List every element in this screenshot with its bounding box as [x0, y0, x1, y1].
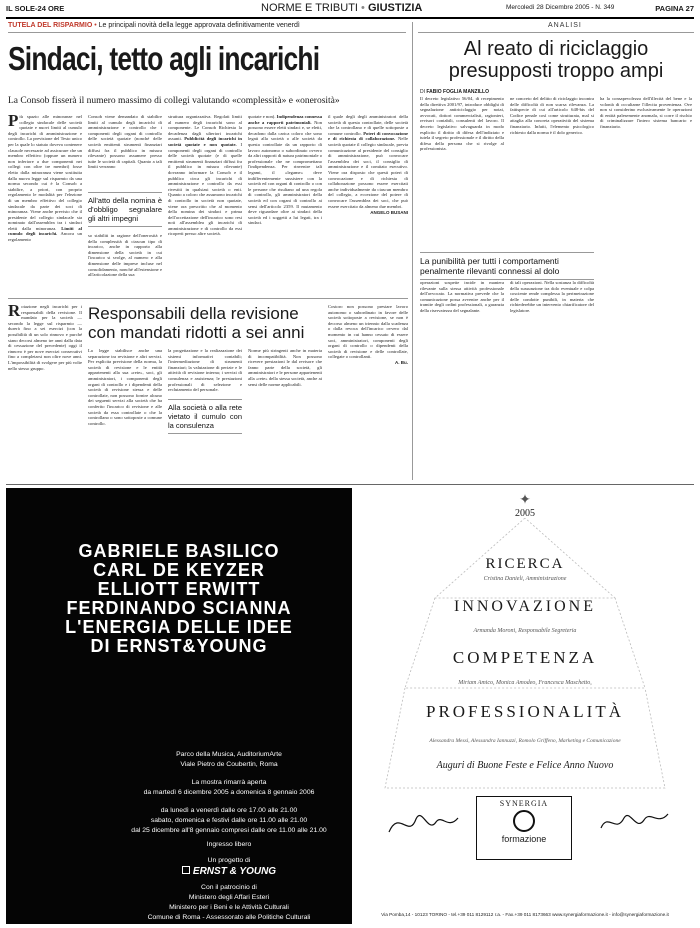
newspaper-name: IL SOLE-24 ORE: [6, 4, 65, 13]
project-label: Un progetto di: [207, 857, 251, 864]
patron-2: Ministero per i Beni e le Attività Culturali: [169, 904, 289, 911]
article1-kicker: TUTELA DEL RISPARMIO • Le principali novità della legge approvata definitivamente venerdì: [8, 22, 300, 29]
header-rule: [6, 17, 694, 19]
star-icon: ✦: [519, 493, 531, 508]
article2-col2: La legge stabilisce anche una separazione tra revisione e altri servizi. Per esplicita previsione della norma, la società di revisione e le entità appartenenti alla sua «rete», soci, gli amministratori, i componenti degli organi di controllo e i dipendenti della società di revisione stessa e delle controllate, non possono fornire alcuno dei seguenti servizi alla società che ha conferito l'incarico di revisione e alle società da essa controllate o che la controllano o sono sottoposte a comune controllo.: [88, 348, 162, 426]
name-de-keyzer: CARL DE KEYZER: [93, 560, 265, 580]
exhibition-title-2: DI ERNST&YOUNG: [90, 636, 268, 656]
subsection-name: GIUSTIZIA: [367, 2, 423, 14]
analysis-col4: operazioni sospette incide in maniera rilevante sulla stessa attività professionale dell'avvocato. La normativa prevede che la comunicazione possa avvenire anche per il tramite degli ordini professionali, a garanzia della riservatezza del segnalante.: [420, 280, 504, 313]
analysis-col3: ha la consapevolezza dell'illecità del bene e la volontà di occultarne l'illecita provenienza. Ove non si considerino esclusivamente le operazioni di entità palesemente anomala, si corre il rischio di criminalizzare l'intero sistema bancario e finanziario.: [600, 96, 692, 129]
article2-col5: Costoro non possono prestare lavoro autonomo o subordinato in favore delle società sottoposte a revisione, se non è decorso almeno un triennio dalla scadenza o dalla revoca dell'incarico ovvero dal momento in cui hanno cessato di essere soci, amministratori, componenti degli organi di controllo o dipendenti della società di revisione e delle controllate, collegate o controllanti. A. Bu.: [328, 304, 408, 365]
article1-byline: ANGELO BUSANI: [370, 210, 408, 216]
dates-line-1: La mostra rimarrà aperta: [191, 779, 267, 786]
analysis-byline: DI FABIO FOGLIA MANZILLO: [420, 89, 489, 95]
photographer-names: [6, 542, 352, 656]
venue-line-2: Viale Pietro de Coubertin, Roma: [180, 761, 278, 768]
name-basilico: GABRIELE BASILICO: [78, 541, 280, 561]
hours-line-2: sabato, domenica e festivi dalle ore 11.00 alle 21.00: [150, 817, 308, 824]
kicker-label: TUTELA DEL RISPARMIO: [8, 22, 93, 29]
article2-byline: A. Bu.: [395, 359, 408, 365]
article2-rule: [8, 298, 408, 299]
name-scianna: FERDINANDO SCIANNA: [66, 598, 292, 618]
patron-3: Comune di Roma - Assessorato alle Politiche Culturali: [147, 914, 311, 921]
logo-bottom-text: formazione: [501, 834, 547, 844]
analysis-col2: ne concreto del delitto di riciclaggio incontra delle difficoltà di non scarsa rilevanza. La fattispecie di cui all'articolo 648-bis del Codice penale così come strutturata, mal si attaglia alla concreta operatività del sistema finanziario. Infatti, l'elemento psicologico richiesto dalla norma è il dolo generico.: [510, 96, 594, 135]
names-line-3: Miriam Amico, Monica Amodeo, Francesca Maschetto,: [458, 680, 592, 686]
word-professionalita: PROFESSIONALITÀ: [425, 702, 625, 721]
synergia-logo: [476, 796, 572, 860]
logo-emblem-icon: [513, 810, 535, 832]
names-line-4: Alessandra Messi, Alessandra Iannuzzi, Romolo Griffeno, Marketing e Comunicazione: [429, 738, 621, 744]
venue-line-1: Parco della Musica, AuditoriumArte: [176, 751, 282, 758]
logo-top-text: SYNERGIA: [499, 799, 549, 808]
patronage-label: Con il patrocinio di: [201, 884, 257, 891]
article2-col3: la progettazione e la realizzazione dei sistemi informativi contabili; l'intermediazione di strumenti finanziari; la valutazione di perizie e le attività di revisione interna; i servizi di consulenza e assistenza; le prestazioni professionali di selezione e reclutamento del personale. Alla società o alla rete vietato il cumulo con la consulenza: [168, 348, 242, 478]
ads-rule: [6, 484, 694, 485]
analysis-rule: [418, 32, 694, 33]
analysis-col1: Il decreto legislativo 56/04, di recepimento della direttiva 2001/97, introduce obblighi di segnalazione antiriciclaggio per notai, avvocati, dottori commercialisti, ragionieri, revisori contabili, consulenti del lavoro. Il decreto legislativo salvaguarda in modo esplicito il diritto di difesa dell'indiziato e tutela il segreto professionale e il diritto della difesa della persona che si rivolge al professionista.: [420, 96, 504, 152]
analysis-label: ANALISI: [548, 22, 582, 29]
entry-info: Ingresso libero: [206, 841, 252, 848]
section-name: NORME E TRIBUTI • GIUSTIZIA: [261, 2, 423, 14]
word-innovazione: INNOVAZIONE: [453, 598, 597, 615]
word-ricerca: RICERCA: [485, 556, 565, 572]
ad-year: 2005: [515, 508, 535, 519]
kicker-text: Le principali novità della legge approvata definitivamente venerdì: [98, 22, 300, 29]
exhibition-title-1: L'ENERGIA DELLE IDEE: [65, 617, 293, 637]
article1-col1: Più spazio alle minoranze nel collegio sindacale delle società quotate e nuovi limiti al cumulo degli incarichi di amministrazione e controllo. La previsione del Testo unico per la quale lo statuto doveva contenere clausole necessarie ad assicurare che un membro effettivo (oppure un numero non inferiore a due componenti nei collegi con oltre tre membri) fosse eletto dalla minoranza viene sostituita dalla nuova legge sul risparmio da una norma secondo cui è la Consob a stabilire, a priori, con proprio regolamento le modalità per l'elezione di un membro effettivo del collegio sindacale da parte dei soci di minoranza. Viene anche previsto che il presidente del collegio sindacale sia nominato dall'assemblea tra i sindaci eletti dalla minoranza. Limiti al cumulo degli incarichi. Ancora un regolamento: [8, 114, 82, 243]
article1-pullquote-1: All'atto della nomina è d'obbligo segnalare gli altri impegni: [88, 192, 162, 227]
name-erwitt: ELLIOTT ERWITT: [97, 579, 261, 599]
page-number: PAGINA 27: [655, 4, 694, 13]
analysis-col5: di tali operazioni. Nella sostanza la difficoltà della sussunzione tra dolo eventuale e colpa cosciente rende complessa la perimetrazione delle condotte punibili, in materia che richiederebbe un intervento chiarificatore del legislatore.: [510, 280, 594, 313]
page-header: [6, 4, 694, 16]
article1-col2: Consob viene demandato di stabilire limiti al cumulo degli incarichi di amministrazione e controllo che i componenti degli organi di controllo delle società quotate (nonché delle società emittenti strumenti finanziari diffusi fra il pubblico in misura rilevante) possono assumere presso tutte le società di capitali. Quanto a tali limiti verranno All'atto della nomina è d'obbligo segnalare gli altri impegni so stabiliti in ragione dell'onerosità e della complessità di ciascun tipo di incarico, anche in rapporto alla dimensione della società in cui l'incarico si svolge, al numero e alla dimensione delle imprese incluse nel consolidamento, nonché all'estensione e all'articolazione della sua: [88, 114, 162, 278]
ad-details: [106, 750, 352, 923]
word-competenza: COMPETENZA: [452, 648, 598, 667]
article1-col3: struttura organizzativa. Regolati limiti al numero degli incarichi sono al componente. Le Consob Richiesta la decadenza dagli ulteriori incarichi assunti. Pubblicità degli incarichi in società quotate e non quotate. I componenti degli organi di controllo delle società quotate (e di quelle emittenti strumenti finanziari diffusi fra il pubblico in misura rilevante) dovranno informare la Consob e il pubblico circa gli incarichi di amministrazione e controllo da essi rivestiti in qualsiasi società o enti. Quanto a coloro che assumono incarichi di controllo in società non quotate, viene ora prescritto che al momento della nomina dei sindaci e prima dell'accettazione dell'incarico sono resi noti all'assemblea gli incarichi di amministrazione e di controllo da essi ricoperti presso altre società.: [168, 114, 242, 237]
hours-line-3: dal 25 dicembre all'8 gennaio compresi dalle ore 11.00 alle 21.00: [131, 827, 327, 834]
vertical-divider: [412, 22, 413, 480]
patron-1: Ministero degli Affari Esteri: [188, 894, 270, 901]
signature-left: [384, 804, 464, 844]
article2-headline: Responsabili della revisione con mandati ridotti a sei anni: [88, 304, 305, 342]
synergia-ad: [356, 488, 694, 924]
article1-col4: quotate e non). Indipendenza connessa anche a rapporti patrimoniali. Non possono essere eletti sindaci e, se eletti, decadono dalla carica coloro che sono legati alla società o alle società da questa controllate da un rapporto di lavoro autonomo o subordinato ovvero da altri rapporti di natura patrimoniale o professionale che ne compromettano l'indipendenza. Per rinvenire tali legami, il «legame» deve indifferentemente sussistere con la società ed con organi di controllo o con le persone che risultano ad una regola di controllo, gli amministratori della società ed con organi di controllo ai sensi dell'articolo 2359. Il mutamento deve riguardare oltre ai sindaci della società ed i soggetti a lui legati, tra i sindaci.: [248, 114, 322, 226]
signature-right: [596, 804, 676, 844]
article1-col5: il quale degli degli amministratori della società di questa controllate, delle società che la controllano e di quelle sottoposte a comune controllo. Poteri di convocazione e di richiesta di collaborazione. Nelle società quotate il collegio sindacale, previa comunicazione al presidente del consiglio di amministrazione, può convocare l'assemblea dei soci, il consiglio di amministrazione e il comitato esecutivo. Viene ora disposto che questi poteri di convocazione e di richiesta di collaborazione possono essere esercitati anche individualmente da ciascun membro del collegio, a eccezione del potere di convocare l'assemblea dei soci, che può essere esercitato da almeno due membri. ANGELO BUSANI: [328, 114, 408, 216]
dates-line-2: da martedì 6 dicembre 2005 a domenica 8 gennaio 2006: [143, 789, 315, 796]
article1-subhead: La Consob fisserà il numero massimo di collegi valutando «complessità» e «onerosità»: [8, 96, 340, 106]
names-line-2: Armanda Moroni, Responsabile Segreteria: [473, 628, 577, 634]
names-line-1: Cristina Danieli, Amministrazione: [483, 576, 567, 582]
issue-date: Mercoledì 28 Dicembre 2005 - N. 349: [506, 4, 615, 11]
article2-pullquote: Alla società o alla rete vietato il cumulo con la consulenza: [168, 399, 242, 434]
holiday-greeting: Auguri di Buone Feste e Felice Anno Nuovo: [436, 760, 614, 771]
article1-headline: Sindaci, tetto agli incarichi: [8, 40, 320, 77]
analysis-pullquote: La punibilità per tutti i comportamenti penalmente rilevanti connessi al dolo: [420, 252, 594, 280]
col1-bold: Limiti al cumulo degli incarichi.: [8, 225, 82, 237]
ad-footer: Via Pomba,14 - 10123 TORINO - tel.+39 011 8129112 r.a. - Fax.+39 011 8173663 www.synergiaformazione.it - info@synergiaformazione.it: [381, 912, 669, 917]
article2-col1: Rotazione negli incarichi per i responsabili della revisione. Il mandato per la società — secondo la legge sul risparmio — durerà fino a sei esercizi (con la possibilità di un solo rinnovo e purché siano decorsi almeno tre anni dalla data di cessazione del precedente) oggi il rinnovo è per nove esercizi consecutivi fino a completarsi non oltre nove anni. L'impossibilità di svolgere per più volte nello stesso gruppo.: [8, 304, 82, 371]
kicker-rule: [8, 32, 406, 33]
analysis-headline: Al reato di riciclaggio presupposti troppo ampi: [448, 38, 664, 82]
brand-logo: ERNST & YOUNG: [106, 866, 352, 877]
article2-col4: Norme più stringenti anche in materia di incompatibilità. Non possono ricevere prestazioni le dal revisore che fanno parte della società, gli amministratori e le persone appartenenti alla «rete» della stessa società, anche ai sensi delle norme applicabili.: [248, 348, 322, 387]
hours-line-1: da lunedì a venerdì dalle ore 17.00 alle 21.00: [160, 807, 298, 814]
ernst-young-ad: [6, 488, 352, 924]
